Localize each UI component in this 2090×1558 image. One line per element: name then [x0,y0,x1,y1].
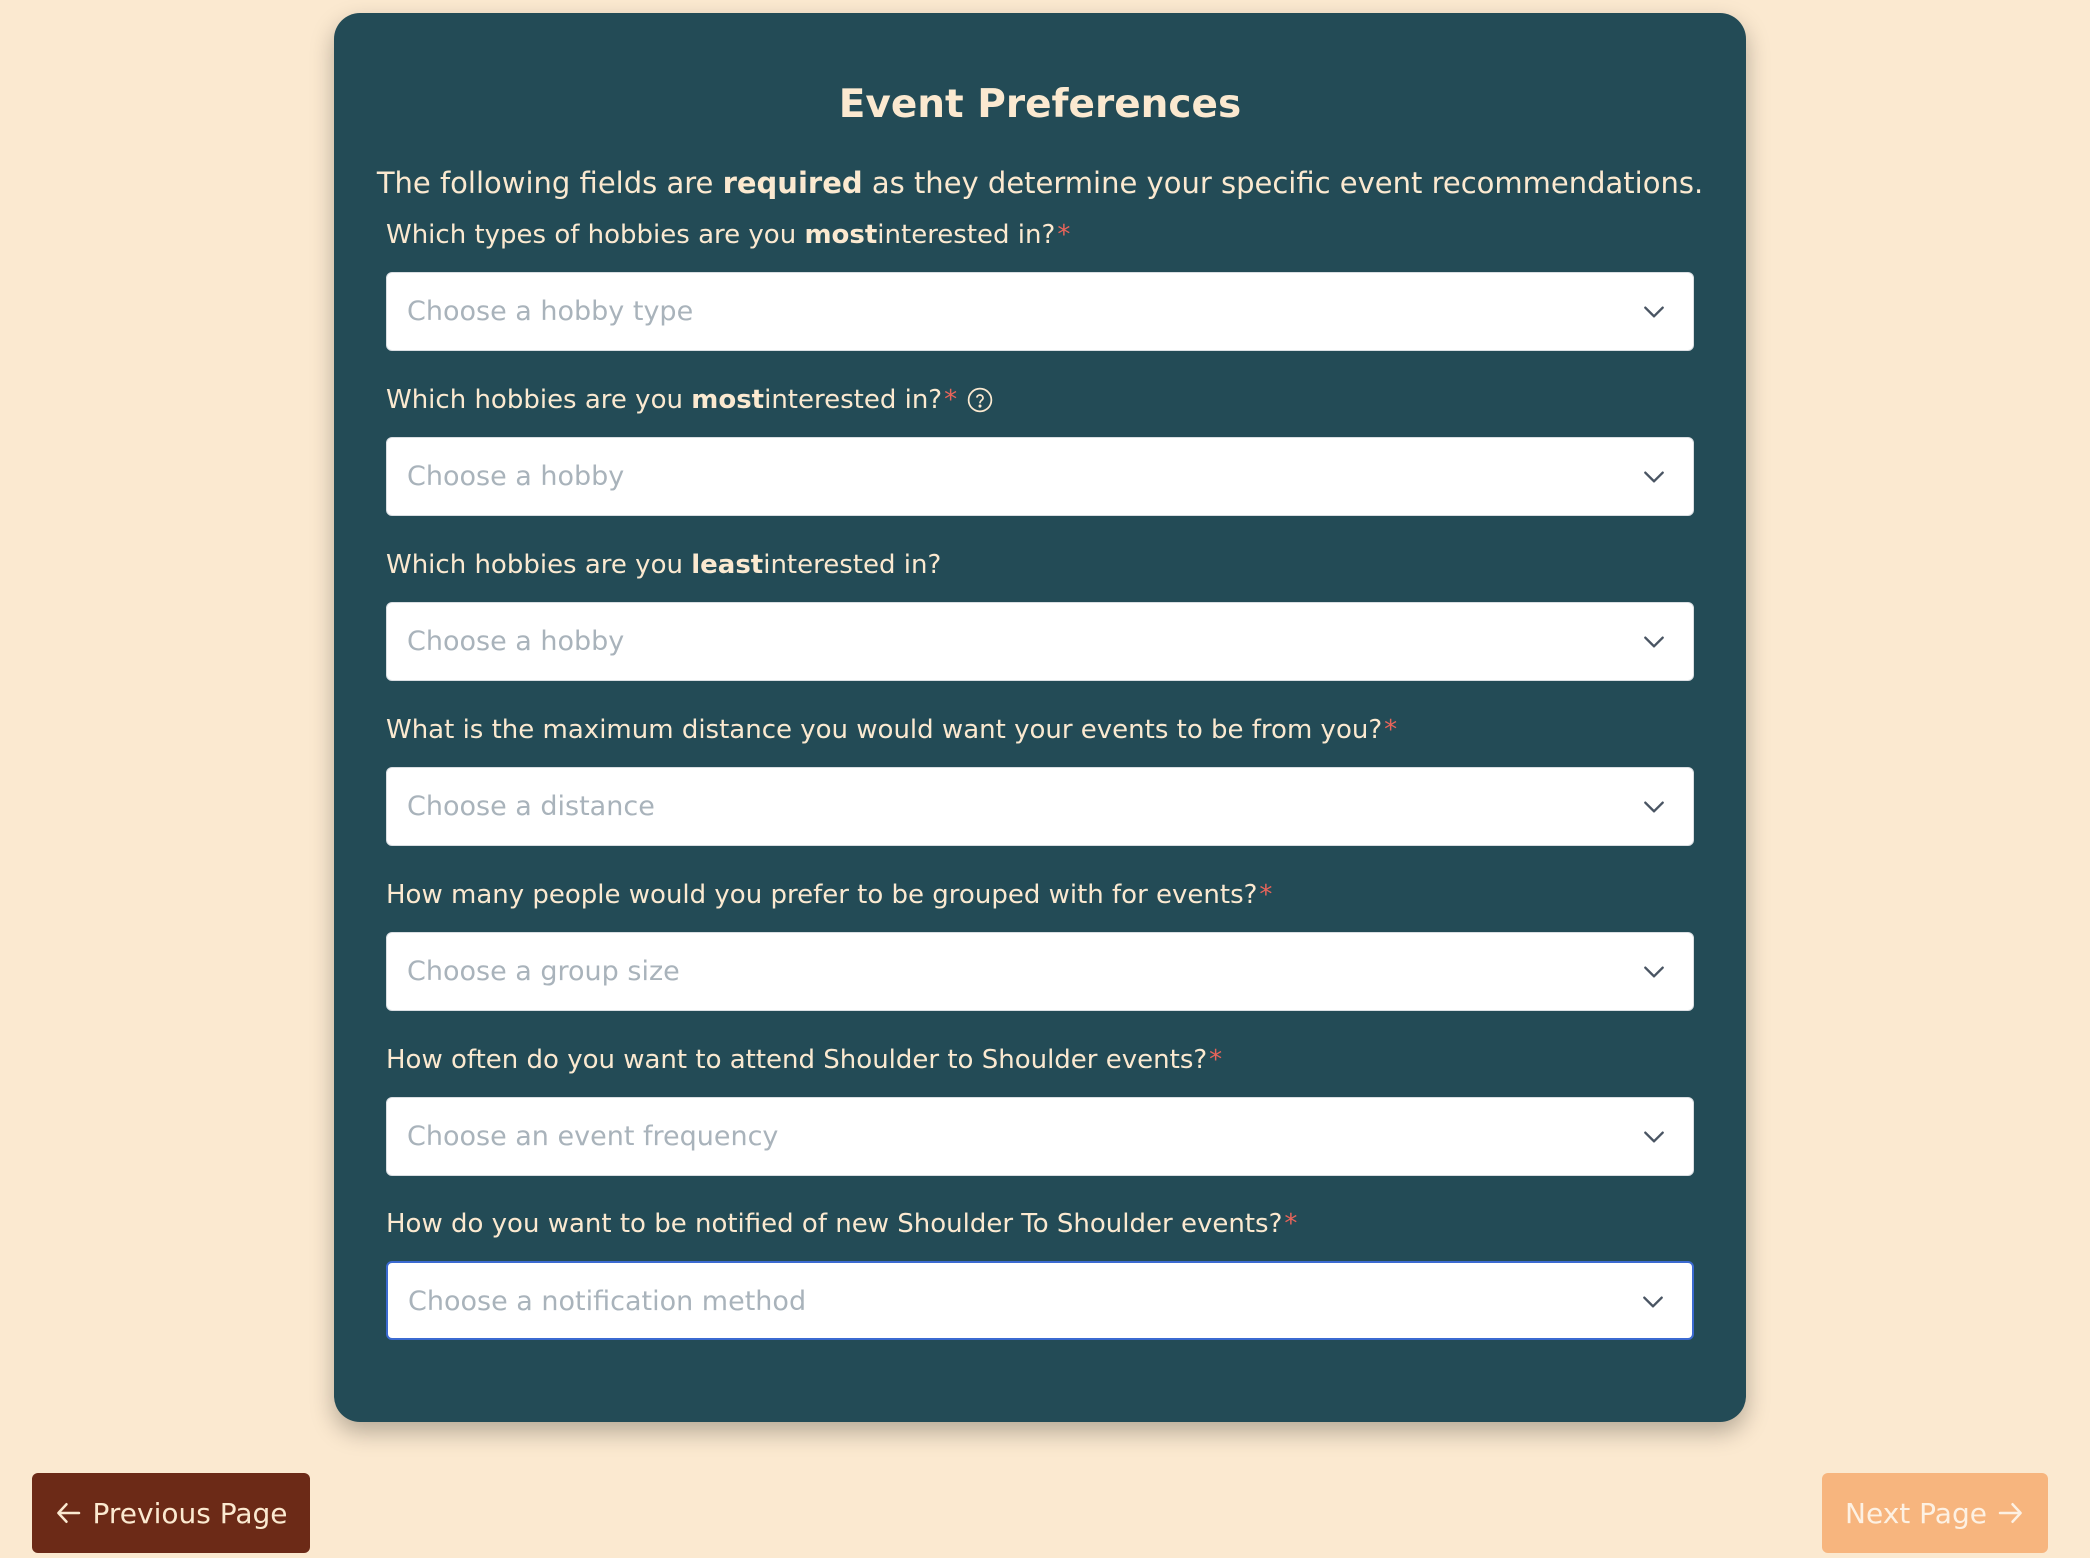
previous-page-label: Previous Page [92,1496,288,1530]
select-placeholder: Choose a hobby [407,461,625,492]
max-distance-label [386,710,1694,750]
most-interested-hobby-select[interactable] [386,437,1694,516]
required-asterisk: * [1384,715,1398,745]
least-interested-hobby-label [386,545,1694,585]
required-asterisk: * [1284,1209,1298,1239]
label-text: How many people would you prefer to be grouped with for events? [386,880,1258,910]
event-frequency-select[interactable] [386,1097,1694,1176]
select-placeholder: Choose a hobby [407,626,625,657]
required-fields-note [334,160,1746,206]
event-frequency-field [386,1040,1694,1176]
required-asterisk: * [1209,1045,1223,1075]
event-preferences-card [334,13,1746,1422]
select-placeholder: Choose a notification method [408,1286,807,1317]
label-emphasis: least [691,550,764,580]
group-size-select[interactable] [386,932,1694,1011]
note-text-start: The following fields are [376,166,723,200]
page-title: Event Preferences [838,82,1242,127]
event-frequency-label [386,1040,1694,1080]
max-distance-select[interactable] [386,767,1694,846]
most-interested-hobby-label [386,380,1694,420]
label-text: Which hobbies are you [386,385,692,415]
next-page-button[interactable] [1822,1473,2048,1553]
label-text: Which hobbies are you [386,550,692,580]
chevron-down-icon [1641,629,1667,655]
chevron-down-icon [1641,1124,1667,1150]
group-size-field [386,875,1694,1011]
arrow-left-icon [54,1498,84,1528]
label-text: How often do you want to attend Shoulder to Shoulder events? [386,1045,1208,1075]
label-text: Which types of hobbies are you [386,220,805,250]
hobby-type-select[interactable] [386,272,1694,351]
label-emphasis: most [691,385,765,415]
label-emphasis: most [804,220,878,250]
required-asterisk: * [944,385,958,415]
chevron-down-icon [1641,959,1667,985]
select-placeholder: Choose a distance [407,791,655,822]
next-page-label: Next Page [1845,1496,1987,1530]
least-interested-hobby-field [386,545,1694,681]
notification-method-field [386,1204,1694,1340]
least-interested-hobby-select[interactable] [386,602,1694,681]
hobby-type-label [386,215,1694,255]
previous-page-button[interactable] [32,1473,310,1553]
group-size-label [386,875,1694,915]
chevron-down-icon [1641,794,1667,820]
note-text-bold: required [722,166,863,200]
select-placeholder: Choose a hobby type [407,296,694,327]
max-distance-field [386,710,1694,846]
label-text-end: interested in? [763,550,942,580]
chevron-down-icon [1641,299,1667,325]
label-text: What is the maximum distance you would want your events to be from you? [386,715,1383,745]
hobby-type-field [386,215,1694,351]
question-circle-icon[interactable] [967,387,993,413]
required-asterisk: * [1259,880,1273,910]
most-interested-hobby-field [386,380,1694,516]
note-text-end: as they determine your specific event recommendations. [862,166,1704,200]
required-asterisk: * [1057,220,1071,250]
chevron-down-icon [1641,464,1667,490]
notification-method-select[interactable] [386,1261,1694,1340]
chevron-down-icon [1640,1289,1666,1315]
select-placeholder: Choose an event frequency [407,1121,779,1152]
select-placeholder: Choose a group size [407,956,680,987]
label-text-end: interested in? [877,220,1056,250]
label-text: How do you want to be notified of new Shoulder To Shoulder events? [386,1209,1283,1239]
label-text-end: interested in? [764,385,943,415]
notification-method-label [386,1204,1694,1244]
arrow-right-icon [1995,1498,2025,1528]
